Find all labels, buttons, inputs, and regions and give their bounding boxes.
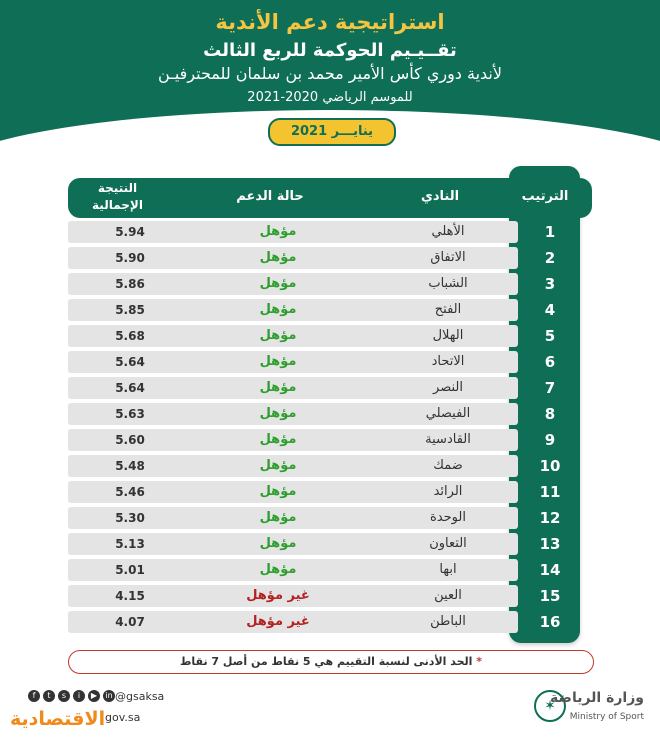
header-status: حالة الدعم [236, 189, 304, 204]
club-cell: ابها [439, 562, 457, 577]
table-row [68, 221, 556, 243]
status-cell: مؤهل [259, 276, 297, 291]
header-score-line2: الإجمالية [92, 198, 143, 212]
status-cell: مؤهل [259, 406, 297, 421]
score-cell: 5.68 [115, 329, 145, 343]
status-cell: مؤهل [259, 536, 297, 551]
rank-cell: 1 [544, 223, 556, 241]
rank-cell: 15 [539, 587, 561, 605]
score-cell: 5.60 [115, 433, 145, 447]
club-cell: الهلال [432, 328, 464, 343]
table-row [68, 247, 556, 269]
linkedin-icon[interactable]: in [103, 690, 115, 702]
rank-cell: 11 [539, 483, 561, 501]
rank-cell: 12 [539, 509, 561, 527]
status-cell: مؤهل [259, 354, 297, 369]
header-club: النادي [420, 189, 460, 204]
rank-cell: 14 [539, 561, 561, 579]
score-cell: 5.85 [115, 303, 145, 317]
rank-cell: 10 [539, 457, 561, 475]
club-cell: الأهلي [431, 224, 465, 239]
status-cell: مؤهل [259, 328, 297, 343]
score-cell: 5.64 [115, 381, 145, 395]
date-badge: ينايـــر 2021 [268, 118, 396, 146]
club-cell: العين [434, 588, 462, 603]
table-row [68, 377, 556, 399]
table-row [68, 611, 561, 633]
club-cell: الفيصلي [425, 406, 471, 421]
header-season: للموسم الرياضي 2020-2021 [247, 90, 413, 105]
youtube-icon[interactable]: ▶ [88, 690, 100, 702]
score-cell: 5.30 [115, 511, 145, 525]
club-cell: التعاون [429, 536, 467, 551]
table-row [68, 455, 561, 477]
status-cell: مؤهل [259, 432, 297, 447]
status-cell: مؤهل [259, 458, 297, 473]
score-cell: 5.94 [115, 225, 145, 239]
score-cell: 5.90 [115, 251, 145, 265]
table-row [68, 585, 561, 607]
table-row [68, 325, 556, 347]
rank-cell: 3 [544, 275, 556, 293]
ministry-name-ar: وزارة الرياضة [549, 690, 644, 706]
header-score [80, 180, 155, 214]
header-league: لأندية دوري كأس الأمير محمد بن سلمان للمحترفيـن [157, 64, 503, 83]
header-score-line1: النتيجة [97, 181, 138, 195]
note-text: الحد الأدنى لنسبة التقييم هي 5 نقاط من أصل 7 نقاط [179, 655, 473, 668]
status-cell: مؤهل [259, 224, 297, 239]
social-handle: @gsaksa [115, 690, 165, 703]
club-cell: الاتحاد [431, 354, 465, 369]
minimum-score-note [68, 650, 594, 674]
status-cell: مؤهل [259, 562, 297, 577]
club-cell: النصر [433, 380, 463, 395]
score-cell: 4.15 [115, 589, 145, 603]
status-cell: غير مؤهل [246, 614, 310, 629]
score-cell: 5.13 [115, 537, 145, 551]
aleqtisadiah-logo: الاقتصادية [10, 708, 106, 730]
club-cell: الرائد [433, 484, 463, 499]
status-cell: مؤهل [259, 302, 297, 317]
rank-cell: 13 [539, 535, 561, 553]
header-subtitle: تقــيـيم الحوكمة للربع الثالث [203, 40, 457, 61]
website-domain: gov.sa [105, 711, 141, 724]
status-cell: مؤهل [259, 250, 297, 265]
ministry-emblem-icon: ✶ [534, 690, 566, 722]
ranking-table [68, 221, 561, 637]
club-cell: الباطن [430, 614, 466, 629]
table-row [68, 299, 556, 321]
table-row [68, 273, 556, 295]
header-title: استراتيجية دعم الأندية [215, 10, 445, 34]
club-cell: الوحدة [430, 510, 466, 525]
score-cell: 5.86 [115, 277, 145, 291]
facebook-icon[interactable]: f [28, 690, 40, 702]
table-row [68, 533, 561, 555]
score-cell: 5.48 [115, 459, 145, 473]
status-cell: مؤهل [259, 484, 297, 499]
note-star: * [476, 655, 483, 668]
table-row [68, 403, 556, 425]
rank-cell: 5 [544, 327, 556, 345]
score-cell: 4.07 [115, 615, 145, 629]
social-icons [28, 690, 115, 702]
club-cell: الفتح [434, 302, 462, 317]
score-cell: 5.46 [115, 485, 145, 499]
table-row [68, 429, 556, 451]
instagram-icon[interactable]: i [73, 690, 85, 702]
club-cell: الاتفاق [430, 250, 466, 265]
score-cell: 5.63 [115, 407, 145, 421]
table-row [68, 559, 561, 581]
status-cell: غير مؤهل [246, 588, 310, 603]
club-cell: القادسية [425, 432, 471, 447]
status-cell: مؤهل [259, 380, 297, 395]
rank-cell: 2 [544, 249, 556, 267]
club-cell: ضمك [433, 458, 463, 473]
rank-cell: 16 [539, 613, 561, 631]
twitter-icon[interactable]: t [43, 690, 55, 702]
snapchat-icon[interactable]: s [58, 690, 70, 702]
table-row [68, 507, 561, 529]
table-row [68, 481, 561, 503]
score-cell: 5.01 [115, 563, 145, 577]
rank-cell: 8 [544, 405, 556, 423]
rank-cell: 9 [544, 431, 556, 449]
table-row [68, 351, 556, 373]
status-cell: مؤهل [259, 510, 297, 525]
rank-cell: 6 [544, 353, 556, 371]
ministry-name-en: Ministry of Sport [569, 712, 644, 722]
score-cell: 5.64 [115, 355, 145, 369]
rank-cell: 4 [544, 301, 556, 319]
header-rank: الترتيب [521, 189, 569, 204]
rank-cell: 7 [544, 379, 556, 397]
club-cell: الشباب [428, 276, 468, 291]
